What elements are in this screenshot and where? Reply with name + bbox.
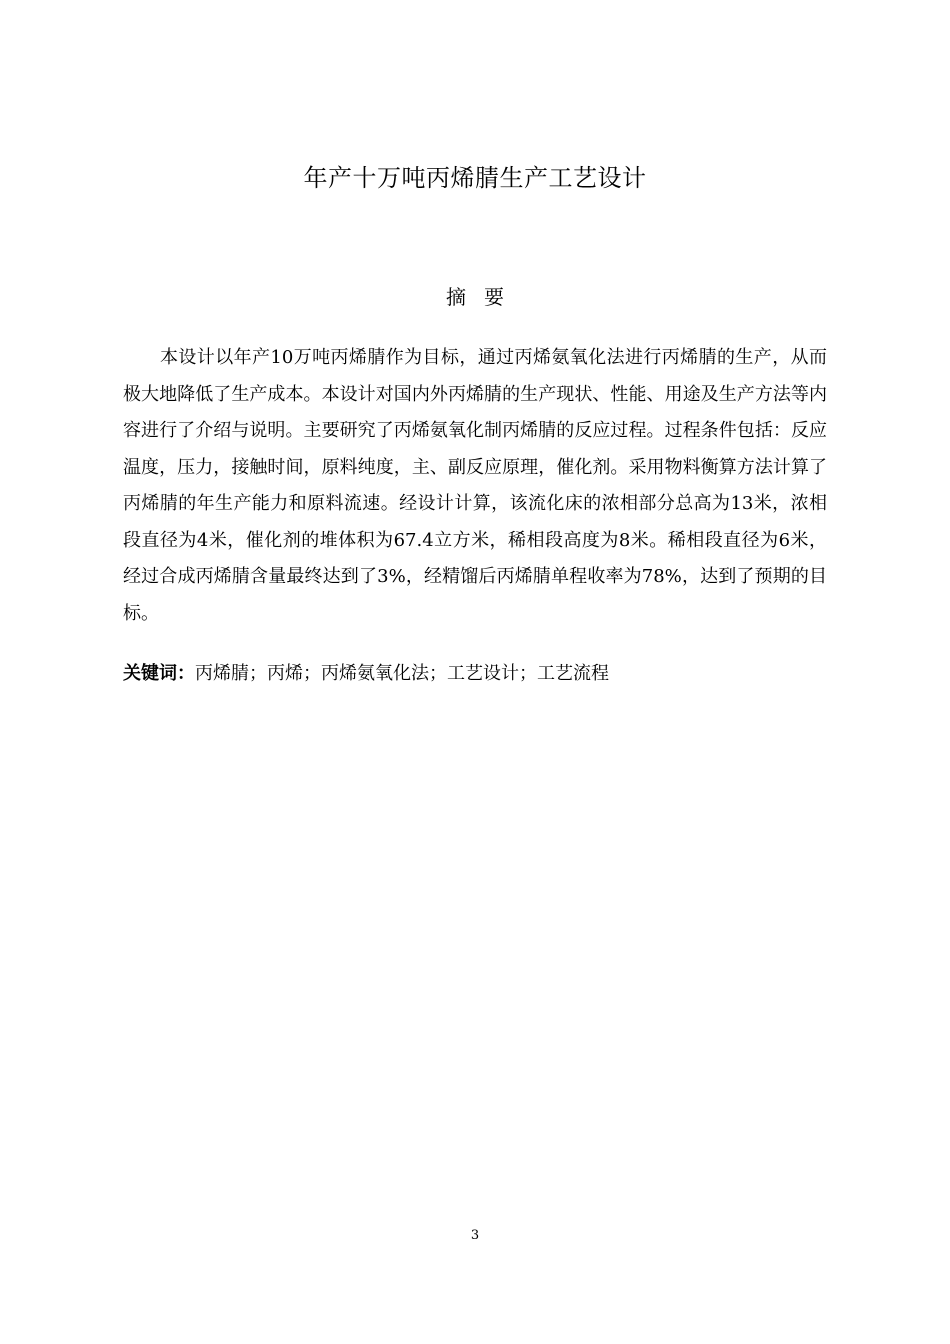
keywords-line: [123, 656, 827, 692]
abstract-body: 本设计以年产10万吨丙烯腈作为目标，通过丙烯氨氧化法进行丙烯腈的生产，从而极大地降低了生产成本。本设计对国内外丙烯腈的生产现状、性能、用途及生产方法等内容进行了介绍与说明。主要研究了丙烯氨氧化制丙烯腈的反应过程。过程条件包括：反应温度，压力，接触时间，原料纯度，主、副反应原理，催化剂。采用物料衡算方法计算了丙烯腈的年生产能力和原料流速。经设计计算，该流化床的浓相部分总高为13米，浓相段直径为4米，催化剂的堆体积为67.4立方米，稀相段高度为8米。稀相段直径为6米，经过合成丙烯腈含量最终达到了3%，经精馏后丙烯腈单程收率为78%，达到了预期的目标。: [123, 347, 827, 624]
keywords-text: 丙烯腈；丙烯；丙烯氨氧化法；工艺设计；工艺流程: [195, 663, 609, 684]
page-title: 年产十万吨丙烯腈生产工艺设计: [303, 164, 647, 192]
abstract-heading: 摘要: [446, 285, 522, 309]
keywords-label: 关键词：: [123, 663, 195, 684]
page-number: 3: [470, 1228, 480, 1243]
